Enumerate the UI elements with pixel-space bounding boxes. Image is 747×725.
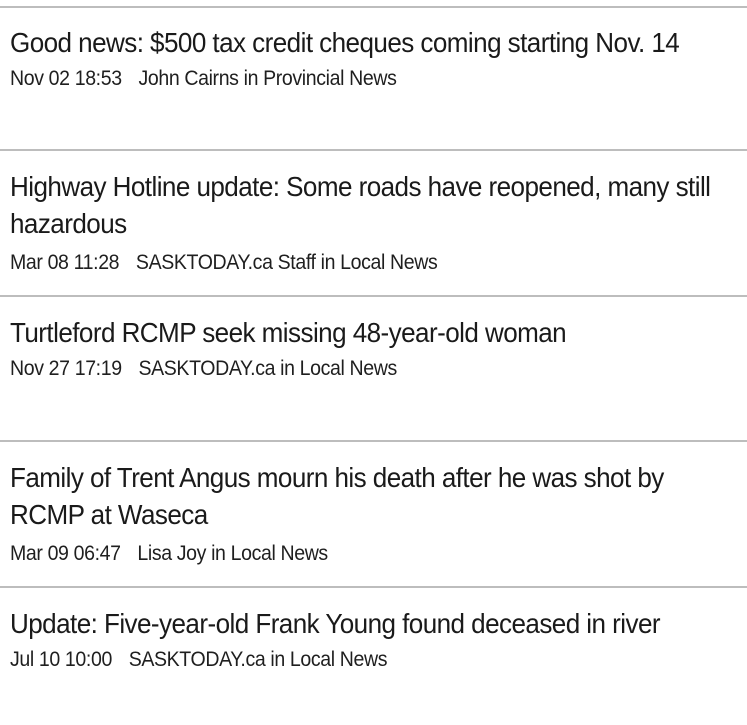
- article-headline[interactable]: Update: Five-year-old Frank Young found deceased in river: [10, 608, 660, 639]
- news-item-4[interactable]: [10, 459, 740, 568]
- divider: [0, 295, 747, 297]
- news-item-3[interactable]: [10, 314, 740, 383]
- article-byline: SASKTODAY.ca Staff in Local News: [135, 251, 438, 274]
- article-headline[interactable]: Highway Hotline update: Some roads have reopened, many still hazardous: [10, 171, 711, 239]
- news-item-1[interactable]: [10, 24, 740, 93]
- article-byline: SASKTODAY.ca in Local News: [138, 357, 397, 380]
- article-byline: Lisa Joy in Local News: [137, 542, 328, 565]
- article-byline: John Cairns in Provincial News: [138, 67, 397, 90]
- news-item-5[interactable]: [10, 605, 740, 674]
- article-datetime: Mar 09 06:47: [10, 542, 121, 565]
- divider: [0, 149, 747, 151]
- article-datetime: Nov 02 18:53: [10, 67, 122, 90]
- article-datetime: Nov 27 17:19: [10, 357, 122, 380]
- news-item-2[interactable]: [10, 168, 740, 277]
- article-meta: [10, 249, 689, 277]
- article-datetime: Mar 08 11:28: [10, 251, 120, 274]
- divider: [0, 6, 747, 8]
- article-headline[interactable]: Family of Trent Angus mourn his death after he was shot by RCMP at Waseca: [10, 462, 664, 530]
- divider: [0, 440, 747, 442]
- article-headline[interactable]: Turtleford RCMP seek missing 48-year-old woman: [10, 317, 567, 348]
- article-meta: [10, 65, 689, 93]
- article-byline: SASKTODAY.ca in Local News: [128, 648, 388, 671]
- article-headline[interactable]: Good news: $500 tax credit cheques coming starting Nov. 14: [10, 27, 680, 58]
- article-meta: [10, 540, 689, 568]
- article-meta: [10, 646, 689, 674]
- divider: [0, 586, 747, 588]
- article-meta: [10, 355, 689, 383]
- article-datetime: Jul 10 10:00: [10, 648, 112, 671]
